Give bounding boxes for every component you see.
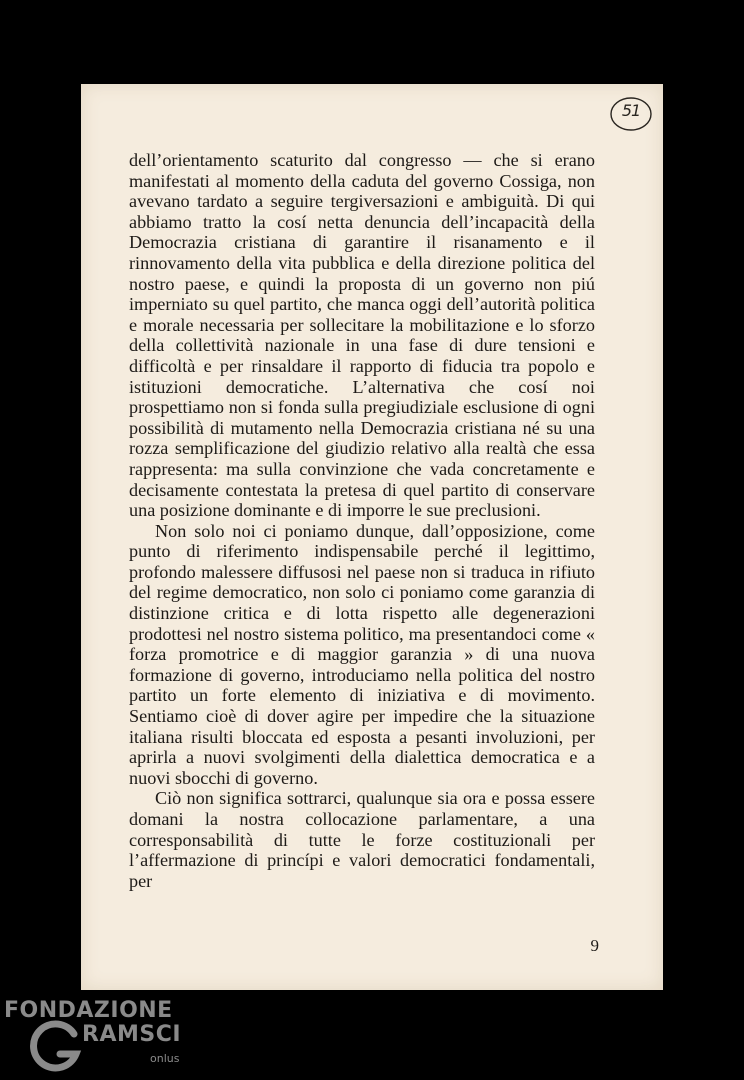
stamp-number: 51	[621, 101, 641, 120]
page-number: 9	[590, 936, 599, 955]
paragraph-1: dell’orientamento scaturito dal congresso — che si erano manifestati al momento della caduta del governo Cossiga, non avevano tardato a seguire tergiversazioni e ambiguità. Di qui abbiamo tratto la cosí netta denuncia dell’incapacità della Democrazia cristiana di garantire il risanamento e il rinnovamento della vita pubblica e della direzione politica del nostro paese, e quindi la proposta di un governo non piú imperniato su quel partito, che manca oggi dell’autorità politica e morale necessaria per sollecitare la mobilitazione e lo sforzo della collettività nazionale in una fase di dure tensioni e difficoltà e per rinsaldare il rapporto di fiducia tra popolo e istituzioni democratiche. L’alternativa che cosí noi prospettiamo non si fonda sulla pregiudiziale esclusione di ogni possibilità di mutamento nella Democrazia cristiana né su una rozza semplificazione del giudizio relativo alla realtà che essa rappresenta: ma sulla convinzione che vada concretamente e decisamente contestata la pretesa di quel partito di conservare una posizione dominante e di imporre le sue preclusioni.	[129, 150, 595, 521]
logo-line-2: RAMSCI	[82, 1022, 182, 1047]
fondazione-gramsci-logo	[4, 998, 194, 1078]
archive-stamp	[609, 96, 653, 132]
logo-g-icon	[30, 1020, 84, 1074]
paragraph-2: Non solo noi ci poniamo dunque, dall’opposizione, come punto di riferimento indispensabile perché il legittimo, profondo malessere diffusosi nel paese non si traduca in rifiuto del regime democratico, non solo ci poniamo come garanzia di distinzione critica e di lotta rispetto alle degenerazioni prodottesi nel nostro sistema politico, ma presentandoci come « forza promotrice e di maggior garanzia » di una nuova formazione di governo, introduciamo nella politica del nostro partito un forte elemento di iniziativa e di movimento. Sentiamo cioè di dover agire per impedire che la situazione italiana risulti bloccata ed esposta a pesanti involuzioni, per aprirla a nuovi svolgimenti della dialettica democratica e a nuovi sbocchi di governo.	[129, 520, 595, 788]
logo-line-1: FONDAZIONE	[4, 998, 173, 1023]
logo-line-3: onlus	[150, 1052, 180, 1065]
document-page	[81, 84, 663, 990]
paragraph-3: Ciò non significa sottrarci, qualunque sia ora e possa essere domani la nostra collocazione parlamentare, a una corresponsabilità di tutte le forze costituzionali per l’affermazione di princípi e valori democratici fondamentali, per	[129, 788, 595, 891]
body-text	[129, 150, 595, 891]
